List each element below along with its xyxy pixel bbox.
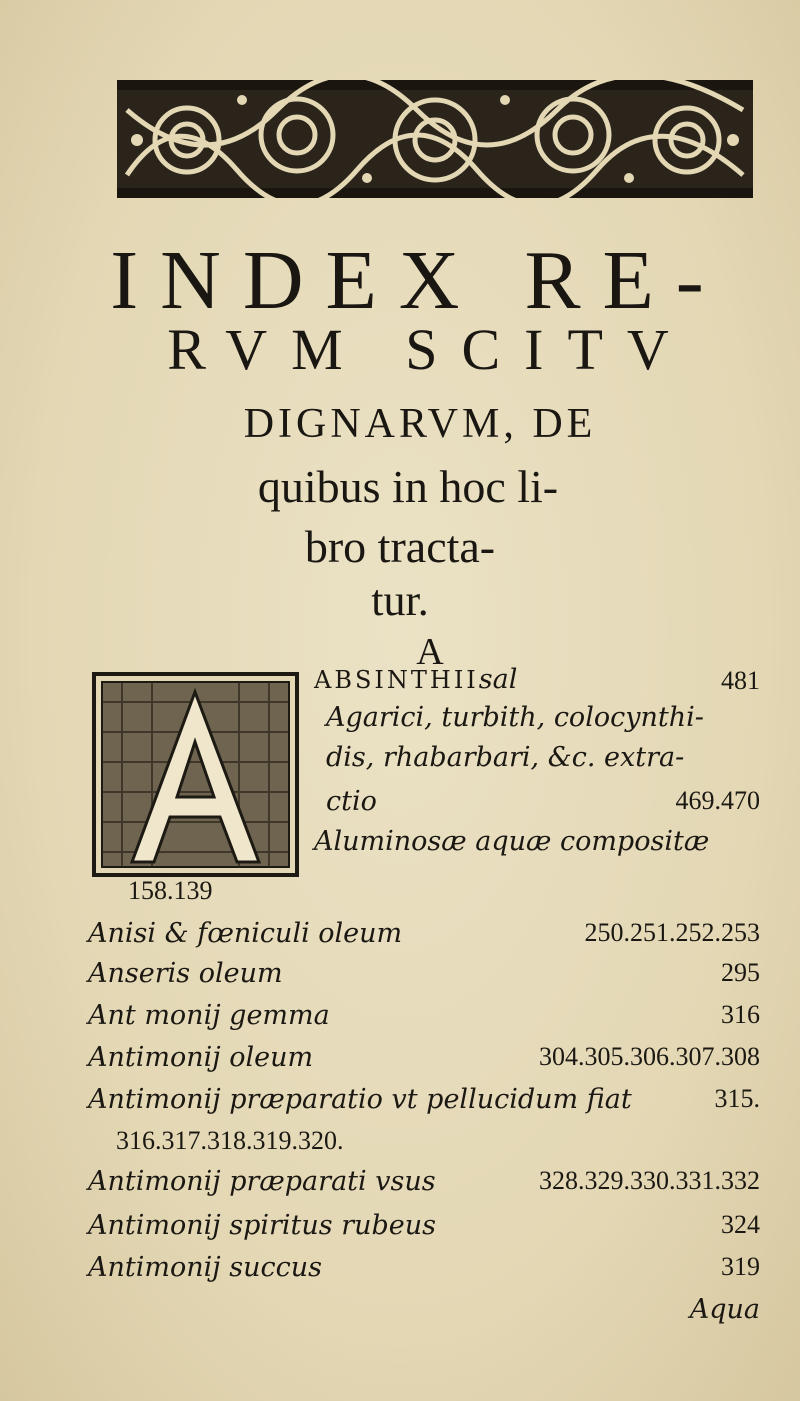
entry-11-text: Antimonij præparati vsus (88, 1166, 436, 1197)
catchword: Aqua (689, 1294, 760, 1325)
entry-1-pages: 481 (721, 666, 760, 695)
entry-4-pages: 469.470 (675, 786, 760, 815)
entry-9-pages: 304.305.306.307.308 (539, 1042, 760, 1071)
entry-4-text: ctio (326, 786, 377, 817)
entry-8-text: Ant monij gemma (88, 1000, 330, 1031)
entry-6-text: Anisi & fœniculi oleum (88, 918, 403, 949)
entry-1-rest: sal (478, 664, 518, 695)
entry-9-text: Antimonij oleum (88, 1042, 314, 1073)
entry-5-pages: 158.139 (128, 876, 213, 905)
title-line-6: tur. (371, 576, 429, 625)
entry-8-pages: 316 (721, 1000, 760, 1029)
entry-1-caps: ABSINTHII (314, 666, 479, 694)
entry-6-pages: 250.251.252.253 (584, 918, 760, 947)
ornamental-headpiece (117, 80, 753, 198)
entry-13-text: Antimonij succus (88, 1252, 322, 1283)
entry-5-text: Aluminosæ aquæ compositæ (314, 826, 710, 857)
entry-12-pages: 324 (721, 1210, 760, 1239)
title-line-3: DIGNARVM, DE (243, 401, 597, 447)
entry-7-text: Anseris oleum (88, 958, 283, 989)
entry-1-text (314, 664, 517, 695)
entry-3-text: dis, rhabarbari, &c. extra- (326, 742, 685, 773)
entry-10-pages-cont: 316.317.318.319.320. (116, 1126, 344, 1155)
title-line-5: bro tracta- (304, 521, 496, 572)
entry-12-text: Antimonij spiritus rubeus (88, 1210, 437, 1241)
entry-13-pages: 319 (721, 1252, 760, 1281)
section-letter: A (416, 631, 444, 673)
entry-7-pages: 295 (721, 958, 760, 987)
title-line-4: quibus in hoc li- (257, 461, 559, 512)
entry-10-pages: 315. (714, 1084, 760, 1113)
entry-2-text: Agarici, turbith, colocynthi- (326, 702, 704, 733)
title-line-1: INDEX RE- (110, 234, 726, 327)
entry-11-pages: 328.329.330.331.332 (539, 1166, 760, 1195)
decorated-initial (92, 672, 299, 877)
title-line-2: RVM SCITV (167, 317, 693, 382)
entry-10-text: Antimonij præparatio vt pellucidum fiat (88, 1084, 632, 1115)
